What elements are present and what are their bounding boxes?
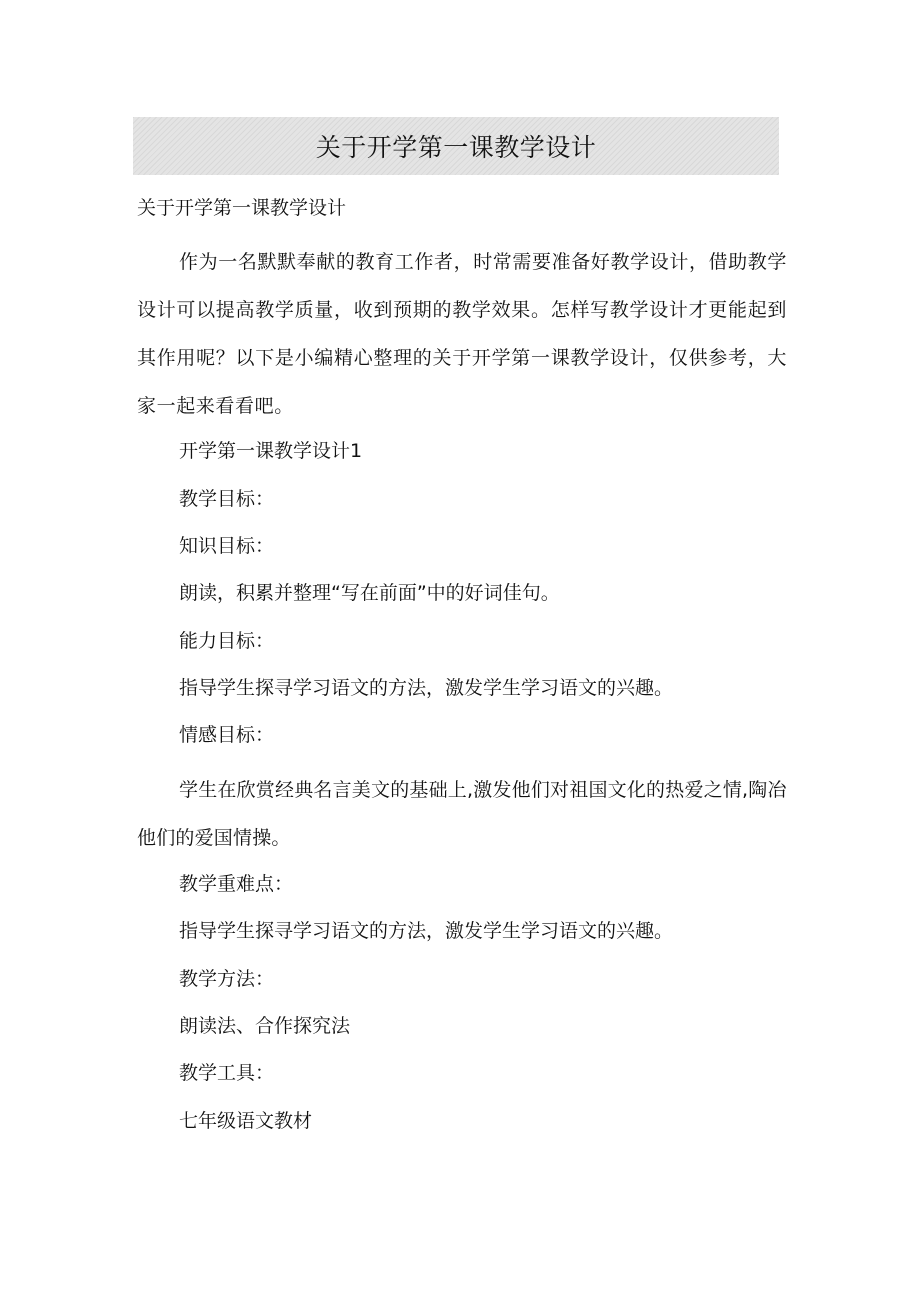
document-title: 关于开学第一课教学设计 (315, 133, 597, 162)
tools-text: 七年级语文教材 (179, 1110, 313, 1132)
document-title-banner (133, 117, 779, 175)
design-heading: 开学第一课教学设计1 (179, 440, 363, 462)
ability-goal-text: 指导学生探寻学习语文的方法，激发学生学习语文的兴趣。 (179, 677, 674, 699)
teaching-goals-label: 教学目标： (179, 488, 275, 510)
methods-text: 朗读法、合作探究法 (179, 1015, 351, 1037)
key-points-label: 教学重难点： (179, 873, 294, 895)
intro-paragraph: 作为一名默默奉献的教育工作者，时常需要准备好教学设计，借助教学设计可以提高教学质量，收到预期的教学效果。怎样写教学设计才更能起到其作用呢？以下是小编精心整理的关于开学第一课教学设计，仅供参考，大家一起来看看吧。 (137, 251, 787, 417)
document-subtitle: 关于开学第一课教学设计 (137, 197, 347, 219)
emotion-goal-text: 学生在欣赏经典名言美文的基础上,激发他们对祖国文化的热爱之情,陶冶他们的爱国情操。 (137, 779, 787, 849)
key-points-text: 指导学生探寻学习语文的方法，激发学生学习语文的兴趣。 (179, 920, 674, 942)
emotion-goal-label: 情感目标： (179, 724, 275, 746)
ability-goal-label: 能力目标： (179, 630, 275, 652)
methods-label: 教学方法： (179, 968, 275, 990)
tools-label: 教学工具： (179, 1062, 275, 1084)
knowledge-goal-text: 朗读，积累并整理“写在前面”中的好词佳句。 (179, 582, 560, 604)
knowledge-goal-label: 知识目标： (179, 535, 275, 557)
